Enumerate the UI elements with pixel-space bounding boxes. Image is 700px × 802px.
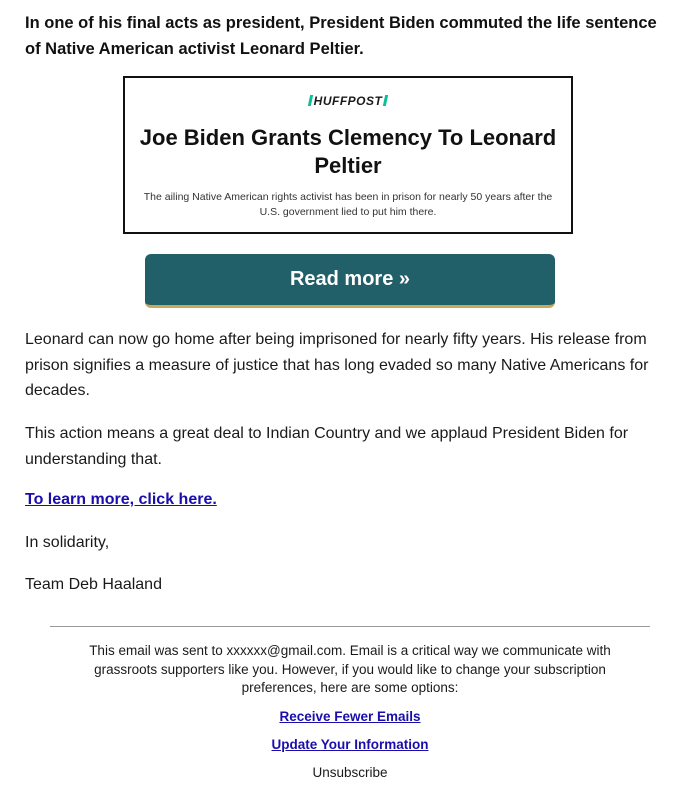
body-paragraph: Leonard can now go home after being imprisoned for nearly fifty years. His release from prison signifies a measure of justice that has long evaded so many Native Americans for decades.: [25, 331, 649, 399]
signature-text: Team Deb Haaland: [25, 576, 162, 593]
unsubscribe-link[interactable]: Unsubscribe: [312, 765, 388, 780]
article-preview-card[interactable]: [123, 76, 573, 234]
logo-bar-icon: [307, 95, 312, 106]
huffpost-logo: [125, 94, 571, 108]
email-body: [25, 0, 675, 593]
read-more-button[interactable]: Read more »: [145, 254, 555, 308]
footer-divider: [50, 626, 650, 627]
body-paragraph: This action means a great deal to Indian Country and we applaud President Biden for understanding that.: [25, 425, 629, 468]
receive-fewer-emails-link[interactable]: Receive Fewer Emails: [279, 709, 421, 724]
article-subheadline: The ailing Native American rights activist has been in prison for nearly 50 years after the U.S. government lied to put him there.: [143, 191, 553, 218]
footer-notice: This email was sent to xxxxxx@gmail.com. Email is a critical way we communicate with grassroots supporters like you. However, if you would like to change your subscription preferences, here are some options:: [89, 643, 611, 695]
logo-bar-icon: [383, 95, 388, 106]
article-headline: Joe Biden Grants Clemency To Leonard Peltier: [139, 125, 557, 178]
learn-more-link[interactable]: To learn more, click here.: [25, 491, 217, 508]
closing-text: In solidarity,: [25, 534, 110, 551]
intro-text: In one of his final acts as president, President Biden commuted the life sentence of Native American activist Leonard Peltier.: [25, 14, 657, 58]
logo-text: HUFFPOST: [313, 94, 383, 108]
update-information-link[interactable]: Update Your Information: [271, 737, 429, 752]
